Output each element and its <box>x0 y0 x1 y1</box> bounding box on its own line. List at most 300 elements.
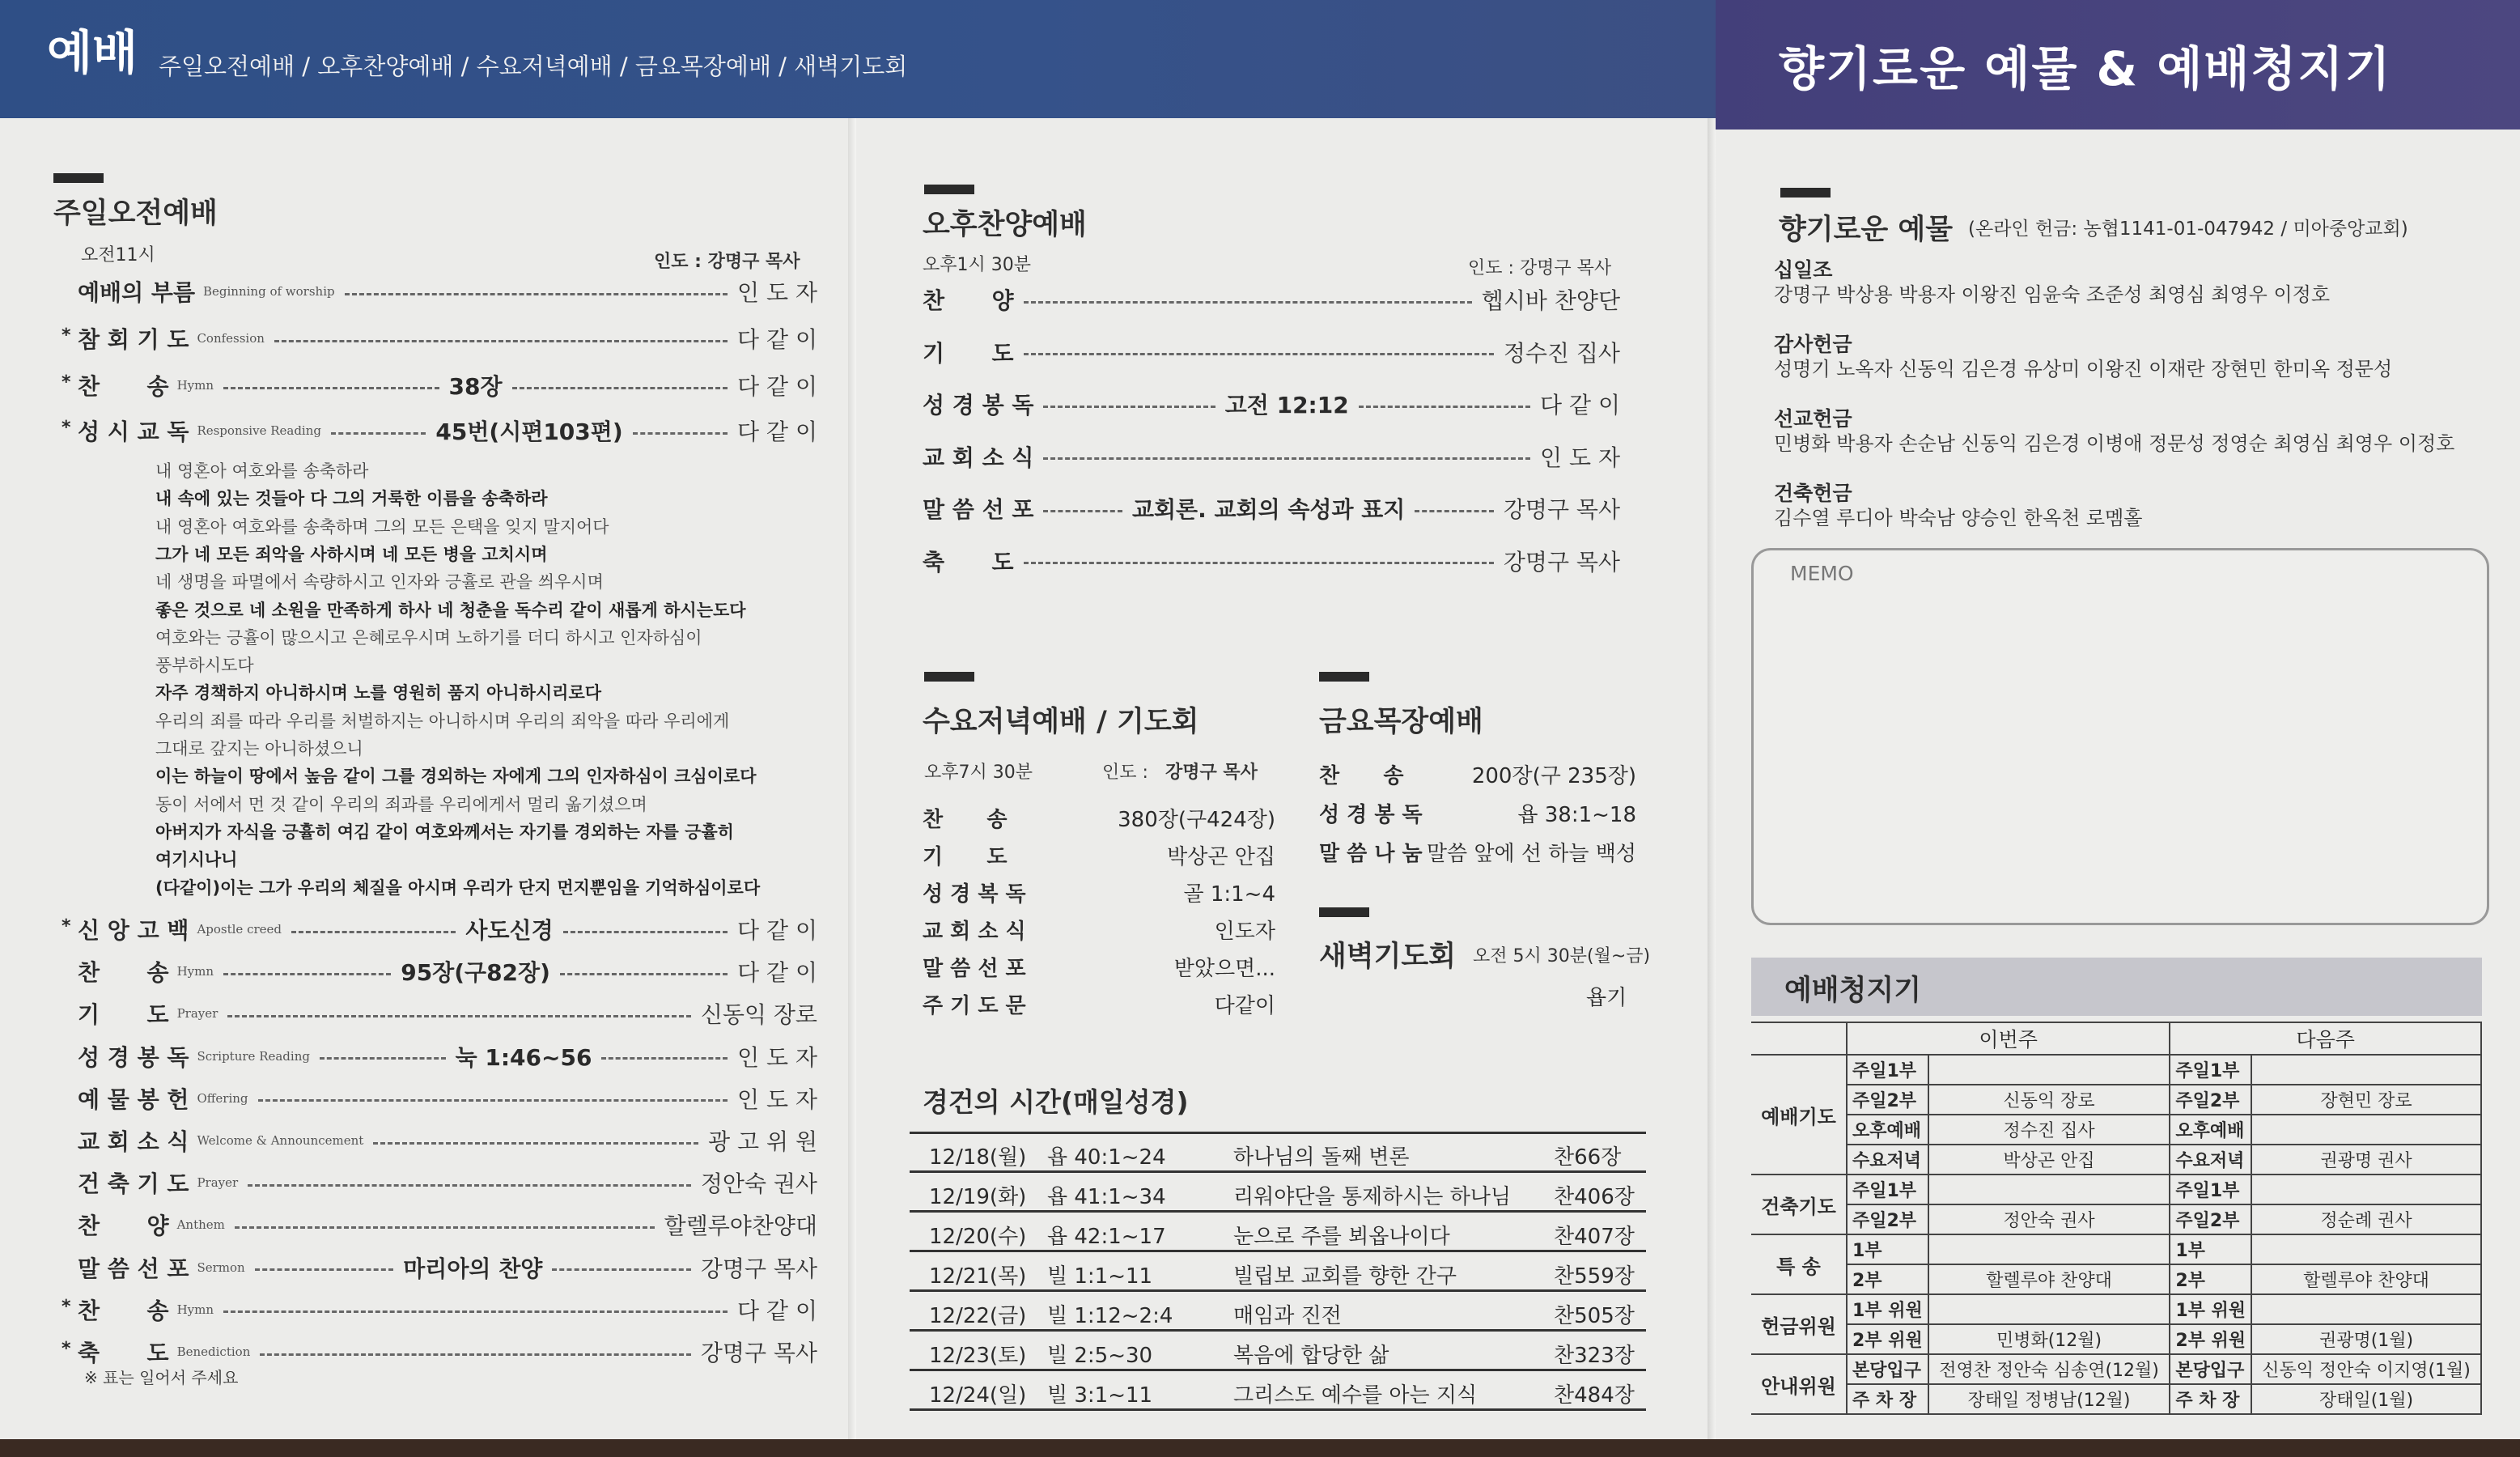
stewards-title: 예배청지기 <box>1784 975 1922 1007</box>
star-mark: * <box>62 372 71 393</box>
order-row <box>78 272 817 311</box>
order-detail: 95장(구82장) <box>401 959 550 987</box>
verse-line: 여기시나니 <box>155 850 238 870</box>
order-value: 욥 38:1~18 <box>1517 803 1636 827</box>
section-bar <box>1780 188 1831 198</box>
order-label: 성 경 봉 독 <box>923 392 1034 418</box>
order-person: 인 도 자 <box>737 279 817 306</box>
dawn-time: 오전 5시 30분(월~금) <box>1473 946 1651 966</box>
order-row <box>923 384 1620 423</box>
devotion-cell: 빌 3:1~11 <box>1047 1383 1153 1408</box>
order-label: 신 앙 고 백 <box>78 917 189 944</box>
afternoon-time: 오후1시 30분 <box>923 255 1031 275</box>
devotion-cell: 12/24(일) <box>929 1383 1027 1408</box>
order-person: 신동익 장로 <box>700 1001 817 1029</box>
wednesday-title: 수요저녁예배 / 기도회 <box>923 706 1199 738</box>
section-bar <box>1319 672 1369 682</box>
order-label: 예배의 부름 <box>78 279 195 306</box>
order-person: 인 도 자 <box>737 1043 818 1071</box>
order-row <box>1319 759 1636 789</box>
steward-slot: 본당입구 <box>1847 1354 1928 1384</box>
leader-dots <box>1024 301 1472 304</box>
verse-line: 우리의 죄를 따라 우리를 처벌하지는 아니하시며 우리의 죄악을 따라 우리에게 <box>155 711 730 731</box>
wednesday-leader: 강명구 목사 <box>1165 762 1258 783</box>
afternoon-title: 오후찬양예배 <box>923 209 1087 241</box>
order-row <box>62 319 817 358</box>
order-label: 찬 송 <box>78 373 169 400</box>
steward-slot: 2부 위원 <box>2170 1324 2251 1354</box>
verse-line: 그대로 갚지는 아니하셨으니 <box>155 739 363 758</box>
table-surface <box>0 1439 2520 1457</box>
order-english: Beginning of worship <box>203 284 335 299</box>
order-row <box>923 542 1620 580</box>
order-person: 강명구 목사 <box>700 1340 817 1366</box>
leader-dots <box>1043 457 1530 460</box>
wednesday-leader-label: 인도 : <box>1102 762 1148 783</box>
order-label: 성 경 봉 독 <box>78 1043 189 1071</box>
devotion-cell: 12/18(월) <box>929 1145 1027 1170</box>
order-row <box>923 915 1275 945</box>
order-person: 인 도 자 <box>737 1085 817 1113</box>
star-mark: * <box>62 1296 71 1317</box>
devotion-cell: 빌 2:5~30 <box>1047 1344 1153 1368</box>
leader-dots <box>1359 406 1530 408</box>
section-bar <box>53 173 104 183</box>
steward-slot: 주일1부 <box>1847 1175 1928 1204</box>
steward-name-next-week: 할렐루야 찬양대 <box>2251 1264 2481 1294</box>
leader-dots <box>345 293 728 295</box>
order-row <box>78 1121 817 1160</box>
order-label: 교 회 소 식 <box>923 444 1034 471</box>
verse-line: 내 영혼아 여호와를 송축하라 <box>155 461 369 481</box>
steward-slot: 주일2부 <box>1847 1204 1928 1234</box>
page-subtitle: 주일오전예배 / 오후찬양예배 / 수요저녁예배 / 금요목장예배 / 새벽기도회 <box>159 53 908 80</box>
steward-slot: 주일2부 <box>2170 1085 2251 1115</box>
order-person: 강명구 목사 <box>700 1255 818 1282</box>
devotion-cell: 찬407장 <box>1554 1225 1635 1249</box>
this-week-header: 이번주 <box>1847 1022 2170 1055</box>
steward-name-this-week: 정안숙 권사 <box>1928 1204 2170 1234</box>
leader-dots <box>291 931 456 933</box>
stewards-table <box>1751 1022 2482 1415</box>
steward-name-this-week: 전영찬 정안숙 심송연(12월) <box>1928 1354 2170 1384</box>
order-detail: 눅 1:46~56 <box>455 1043 592 1071</box>
offering-title: 향기로운 예물 <box>1779 214 1954 246</box>
order-english: Sermon <box>197 1259 245 1275</box>
devotion-cell: 빌 1:1~11 <box>1047 1264 1153 1289</box>
order-row <box>1319 837 1636 867</box>
order-label: 말 씀 선 포 <box>923 957 1026 981</box>
steward-name-next-week <box>2251 1175 2481 1204</box>
order-value: 받았으면... <box>1173 957 1275 981</box>
order-person: 광 고 위 원 <box>708 1128 817 1155</box>
offering-group-names: 성명기 노옥자 신동익 김은경 유상미 이왕진 이재란 장현민 한미옥 정문성 <box>1774 358 2393 380</box>
steward-slot: 본당입구 <box>2170 1354 2251 1384</box>
devotion-cell: 찬323장 <box>1554 1344 1635 1368</box>
section-bar <box>1319 907 1369 917</box>
devotion-cell: 12/20(수) <box>929 1225 1027 1249</box>
order-label: 찬 양 <box>78 1213 169 1240</box>
order-english: Scripture Reading <box>197 1048 310 1064</box>
sunday-leader: 인도 : 강명구 목사 <box>654 252 800 272</box>
order-english: Welcome & Announcement <box>197 1133 364 1148</box>
steward-slot: 2부 <box>2170 1264 2251 1294</box>
page-title: 예배 <box>47 25 138 80</box>
order-person: 정수진 집사 <box>1503 339 1620 367</box>
steward-name-next-week: 장태일(1월) <box>2251 1384 2481 1414</box>
afternoon-leader: 인도 : 강명구 목사 <box>1468 258 1612 278</box>
steward-slot: 주일2부 <box>1847 1085 1928 1115</box>
steward-slot: 오후예배 <box>2170 1115 2251 1145</box>
order-detail: 사도신경 <box>465 917 554 944</box>
star-mark: * <box>62 325 71 346</box>
order-english: Hymn <box>176 378 214 393</box>
offering-group-name: 선교헌금 <box>1774 407 1852 431</box>
leader-dots <box>563 931 728 933</box>
verse-line: 여호와는 긍휼이 많으시고 은혜로우시며 노하기를 더디 하시고 인자하심이 <box>155 627 702 648</box>
devotion-row <box>910 1134 1646 1173</box>
star-mark: * <box>62 1339 71 1359</box>
star-mark: * <box>62 418 71 438</box>
devotion-row <box>910 1253 1646 1292</box>
order-label: 주 기 도 문 <box>923 994 1026 1018</box>
devotion-cell: 욥 40:1~24 <box>1047 1145 1166 1170</box>
steward-row <box>1751 1204 2481 1234</box>
verse-line: 아버지가 자식을 긍휼히 여김 같이 여호와께서는 자기를 경외하는 자를 긍휼히 <box>155 822 734 842</box>
dawn-title: 새벽기도회 <box>1319 941 1457 973</box>
verse-line: 이는 하늘이 땅에서 높음 같이 그를 경외하는 자에게 그의 인자하심이 크심이로다 <box>155 767 757 787</box>
order-person: 다 같 이 <box>737 373 818 400</box>
order-person: 할렐루야찬양대 <box>664 1213 817 1240</box>
leader-dots <box>1415 510 1494 512</box>
steward-name-next-week: 권광명(1월) <box>2251 1324 2481 1354</box>
order-label: 기 도 <box>78 1001 169 1029</box>
order-value: 인도자 <box>1214 920 1275 944</box>
order-label: 예 물 봉 헌 <box>78 1085 189 1113</box>
verse-line: 내 영혼아 여호와를 송축하며 그의 모든 은택을 잊지 말지어다 <box>155 516 609 537</box>
steward-name-next-week: 신동익 정안숙 이지영(1월) <box>2251 1354 2481 1384</box>
memo-label: MEMO <box>1790 562 1854 585</box>
order-label: 기 도 <box>923 339 1014 367</box>
section-bar <box>924 185 974 194</box>
steward-row <box>1751 1324 2481 1354</box>
order-label: 축 도 <box>78 1340 169 1366</box>
order-english: Benediction <box>176 1344 251 1359</box>
steward-name-this-week <box>1928 1055 2170 1085</box>
steward-slot: 1부 위원 <box>1847 1294 1928 1324</box>
offering-group-name: 십일조 <box>1774 258 1833 282</box>
corner-cell <box>1751 1022 1847 1055</box>
verse-line: 좋은 것으로 네 소원을 만족하게 하사 네 청춘을 독수리 같이 새롭게 하시는도다 <box>155 600 746 620</box>
leader-dots <box>1043 510 1122 512</box>
devotion-cell: 찬505장 <box>1554 1304 1635 1328</box>
order-row <box>62 910 817 949</box>
fold-line <box>848 118 856 1457</box>
order-person: 다 같 이 <box>737 1297 817 1324</box>
steward-slot: 주 차 장 <box>1847 1384 1928 1414</box>
leader-dots <box>258 1099 728 1102</box>
order-label: 말 씀 선 포 <box>78 1255 189 1282</box>
devotion-cell: 12/21(목) <box>929 1264 1027 1289</box>
order-row <box>923 280 1620 319</box>
leader-dots <box>1024 353 1494 355</box>
devotion-cell: 빌 1:12~2:4 <box>1047 1304 1173 1328</box>
leader-dots <box>255 1268 394 1271</box>
offering-group-names: 김수열 루디아 박숙남 양승인 한옥천 로멤홀 <box>1774 507 2143 529</box>
steward-name-next-week: 장현민 장로 <box>2251 1085 2481 1115</box>
order-label: 말 씀 선 포 <box>923 496 1034 523</box>
order-person: 다 같 이 <box>737 917 817 944</box>
order-english: Apostle creed <box>197 922 282 937</box>
steward-name-this-week: 민병화(12월) <box>1928 1324 2170 1354</box>
verse-line: 네 생명을 파멸에서 속량하시고 인자와 긍휼로 관을 씌우시며 <box>155 572 604 593</box>
steward-slot: 1부 위원 <box>2170 1294 2251 1324</box>
order-row <box>923 803 1275 833</box>
order-english: Hymn <box>176 964 214 979</box>
steward-slot: 2부 <box>1847 1264 1928 1294</box>
offering-group-name: 감사헌금 <box>1774 333 1852 356</box>
verse-line: 풍부하시도다 <box>155 656 254 676</box>
order-label: 찬 송 <box>78 959 169 987</box>
order-english: Anthem <box>176 1217 225 1233</box>
steward-slot: 수요저녁 <box>2170 1145 2251 1175</box>
steward-name-this-week <box>1928 1175 2170 1204</box>
leader-dots <box>223 1310 728 1313</box>
verse-line: 그가 네 모든 죄악을 사하시며 네 모든 병을 고치시며 <box>155 544 548 564</box>
steward-row <box>1751 1055 2481 1085</box>
leader-dots <box>235 1226 655 1229</box>
leader-dots <box>248 1184 691 1187</box>
order-label: 성 경 복 독 <box>923 882 1026 907</box>
order-detail: 고전 12:12 <box>1224 392 1349 418</box>
steward-category: 건축기도 <box>1751 1175 1847 1234</box>
leader-dots <box>552 1268 691 1271</box>
order-person: 다 같 이 <box>737 418 817 445</box>
order-label: 찬 송 <box>78 1297 169 1324</box>
offering-page-title: 향기로운 예물 & 예배청지기 <box>1779 41 2392 96</box>
steward-slot: 주일1부 <box>2170 1175 2251 1204</box>
leader-dots <box>560 973 728 975</box>
offering-group-name: 건축헌금 <box>1774 482 1852 505</box>
fold-line <box>1708 118 1716 1457</box>
devotion-cell: 리워야단을 통제하시는 하나님 <box>1233 1185 1512 1209</box>
steward-name-next-week <box>2251 1055 2481 1085</box>
steward-name-next-week: 권광명 권사 <box>2251 1145 2481 1175</box>
devotion-cell: 욥 41:1~34 <box>1047 1185 1166 1209</box>
order-english: Prayer <box>176 1006 218 1022</box>
steward-name-this-week: 장태일 정병남(12월) <box>1928 1384 2170 1414</box>
devotion-cell: 복음에 합당한 삶 <box>1233 1344 1389 1368</box>
steward-row <box>1751 1145 2481 1175</box>
steward-slot: 오후예배 <box>1847 1115 1928 1145</box>
steward-slot: 주일1부 <box>1847 1055 1928 1085</box>
next-week-header: 다음주 <box>2170 1022 2481 1055</box>
order-label: 교 회 소 식 <box>78 1128 189 1155</box>
verse-line: (다같이)이는 그가 우리의 체질을 아시며 우리가 단지 먼지뿐임을 기억하심이로다 <box>155 877 761 898</box>
leader-dots <box>274 340 728 342</box>
steward-name-next-week <box>2251 1115 2481 1145</box>
devotion-cell: 매임과 진전 <box>1233 1304 1342 1328</box>
devotion-title: 경건의 시간(매일성경) <box>923 1086 1189 1118</box>
steward-slot: 주일2부 <box>2170 1204 2251 1234</box>
order-value: 박상곤 안집 <box>1167 845 1275 869</box>
devotion-row <box>910 1332 1646 1371</box>
order-value: 골 1:1~4 <box>1183 882 1275 907</box>
order-row <box>78 1163 817 1202</box>
verse-line: 동이 서에서 먼 것 같이 우리의 죄과를 우리에게서 멀리 옮기셨으며 <box>155 794 647 814</box>
order-row <box>78 1248 817 1287</box>
leader-dots <box>601 1057 728 1060</box>
verse-line: 자주 경책하지 아니하시며 노를 영원히 품지 아니하시리로다 <box>155 683 602 703</box>
order-row <box>923 989 1275 1019</box>
order-person: 강명구 목사 <box>1503 548 1620 576</box>
order-label: 성 시 교 독 <box>78 418 189 445</box>
order-english: Responsive Reading <box>197 423 321 438</box>
order-row <box>923 877 1275 907</box>
order-row <box>78 1037 817 1076</box>
order-row <box>1319 798 1636 828</box>
devotion-row <box>910 1174 1646 1213</box>
steward-name-this-week: 박상곤 안집 <box>1928 1145 2170 1175</box>
steward-slot: 주 차 장 <box>2170 1384 2251 1414</box>
steward-slot: 1부 <box>1847 1234 1928 1264</box>
steward-row <box>1751 1384 2481 1414</box>
steward-row <box>1751 1085 2481 1115</box>
steward-row <box>1751 1115 2481 1145</box>
leader-dots <box>223 387 439 389</box>
order-detail: 교회론. 교회의 속성과 표지 <box>1131 496 1406 523</box>
steward-category: 예배기도 <box>1751 1055 1847 1175</box>
devotion-cell: 빌립보 교회를 향한 간구 <box>1233 1264 1457 1289</box>
steward-name-next-week <box>2251 1234 2481 1264</box>
order-label: 찬 송 <box>1319 764 1404 788</box>
order-english: Offering <box>197 1090 248 1106</box>
steward-row <box>1751 1264 2481 1294</box>
steward-row <box>1751 1294 2481 1324</box>
devotion-cell: 하나님의 돌째 변론 <box>1233 1145 1410 1170</box>
order-row <box>62 1290 817 1329</box>
devotion-cell: 찬559장 <box>1554 1264 1635 1289</box>
order-detail: 38장 <box>448 373 503 400</box>
leader-dots <box>227 1015 691 1017</box>
leader-dots <box>633 432 728 435</box>
devotion-cell: 찬406장 <box>1554 1185 1635 1209</box>
order-person: 다 같 이 <box>1540 392 1620 418</box>
order-english: Hymn <box>176 1302 214 1317</box>
devotion-cell: 12/22(금) <box>929 1304 1027 1328</box>
standing-note: ※ 표는 일어서 주세요 <box>84 1368 239 1387</box>
leader-dots <box>373 1142 698 1145</box>
order-row <box>78 952 817 991</box>
order-label: 교 회 소 식 <box>923 920 1026 944</box>
steward-row <box>1751 1234 2481 1264</box>
leader-dots <box>1024 562 1494 564</box>
steward-name-this-week: 신동익 장로 <box>1928 1085 2170 1115</box>
order-english: Prayer <box>197 1175 239 1191</box>
leader-dots <box>512 387 728 389</box>
order-label: 말 씀 나 눔 <box>1319 842 1423 866</box>
devotion-cell: 12/23(토) <box>929 1344 1027 1368</box>
steward-row <box>1751 1354 2481 1384</box>
leader-dots <box>223 973 391 975</box>
order-person: 다 같 이 <box>737 959 818 987</box>
devotion-cell: 눈으로 주를 뵈옵나이다 <box>1233 1225 1450 1249</box>
order-row <box>923 489 1620 528</box>
steward-name-this-week: 할렐루야 찬양대 <box>1928 1264 2170 1294</box>
order-person: 헵시바 찬양단 <box>1481 287 1620 314</box>
offering-group-names: 강명구 박상용 박용자 이왕진 임윤숙 조준성 최영심 최영우 이정호 <box>1774 283 2330 306</box>
devotion-row <box>910 1293 1646 1332</box>
offering-account: (온라인 헌금: 농협1141-01-047942 / 미아중앙교회) <box>1968 219 2408 240</box>
order-value: 말씀 앞에 선 하늘 백성 <box>1426 842 1636 866</box>
order-row <box>62 411 817 450</box>
leader-dots <box>260 1353 690 1356</box>
leader-dots <box>320 1057 446 1060</box>
friday-title: 금요목장예배 <box>1319 706 1483 738</box>
order-value: 다같이 <box>1214 994 1275 1018</box>
order-row <box>78 1205 817 1244</box>
sunday-time: 오전11시 <box>81 245 155 265</box>
steward-slot: 주일1부 <box>2170 1055 2251 1085</box>
order-detail: 마리아의 찬양 <box>403 1255 543 1282</box>
devotion-cell: 찬484장 <box>1554 1383 1635 1408</box>
devotion-cell: 욥 42:1~17 <box>1047 1225 1166 1249</box>
order-row <box>78 994 817 1033</box>
steward-slot: 1부 <box>2170 1234 2251 1264</box>
section-bar <box>924 672 974 682</box>
leader-dots <box>1043 406 1215 408</box>
dawn-book: 욥기 <box>1586 986 1627 1010</box>
order-row <box>923 840 1275 870</box>
memo-box[interactable] <box>1751 548 2489 925</box>
steward-name-next-week <box>2251 1294 2481 1324</box>
devotion-cell: 그리스도 예수를 아는 지식 <box>1233 1383 1478 1408</box>
order-label: 찬 양 <box>923 287 1014 314</box>
order-person: 강명구 목사 <box>1503 496 1621 523</box>
order-value: 200장(구 235장) <box>1471 764 1636 788</box>
order-row <box>923 333 1620 372</box>
order-row <box>923 952 1275 982</box>
order-label: 건 축 기 도 <box>78 1170 189 1198</box>
steward-category: 특 송 <box>1751 1234 1847 1294</box>
order-detail: 45번(시편103편) <box>435 418 623 445</box>
steward-name-next-week: 정순례 권사 <box>2251 1204 2481 1234</box>
devotion-cell: 12/19(화) <box>929 1185 1027 1209</box>
order-row <box>78 1079 817 1118</box>
steward-slot: 2부 위원 <box>1847 1324 1928 1354</box>
star-mark: * <box>62 916 71 937</box>
verse-line: 내 속에 있는 것들아 다 그의 거룩한 이름을 송축하라 <box>155 489 548 509</box>
wednesday-time: 오후7시 30분 <box>924 762 1033 783</box>
order-label: 성 경 봉 독 <box>1319 803 1423 827</box>
leader-dots <box>331 432 426 435</box>
devotion-row <box>910 1213 1646 1252</box>
devotion-row <box>910 1372 1646 1411</box>
steward-name-this-week <box>1928 1234 2170 1264</box>
steward-row <box>1751 1175 2481 1204</box>
order-person: 다 같 이 <box>737 326 817 353</box>
offering-group-names: 민병화 박용자 손순남 신동익 김은경 이병애 정문성 정영순 최영심 최영우 이정호 <box>1774 432 2455 455</box>
order-value: 380장(구424장) <box>1118 808 1275 832</box>
steward-slot: 수요저녁 <box>1847 1145 1928 1175</box>
steward-category: 안내위원 <box>1751 1354 1847 1414</box>
steward-category: 헌금위원 <box>1751 1294 1847 1354</box>
order-row <box>62 366 818 405</box>
order-label: 축 도 <box>923 548 1014 576</box>
order-person: 인 도 자 <box>1540 444 1620 471</box>
sunday-title: 주일오전예배 <box>53 198 218 230</box>
order-english: Confession <box>197 331 265 346</box>
